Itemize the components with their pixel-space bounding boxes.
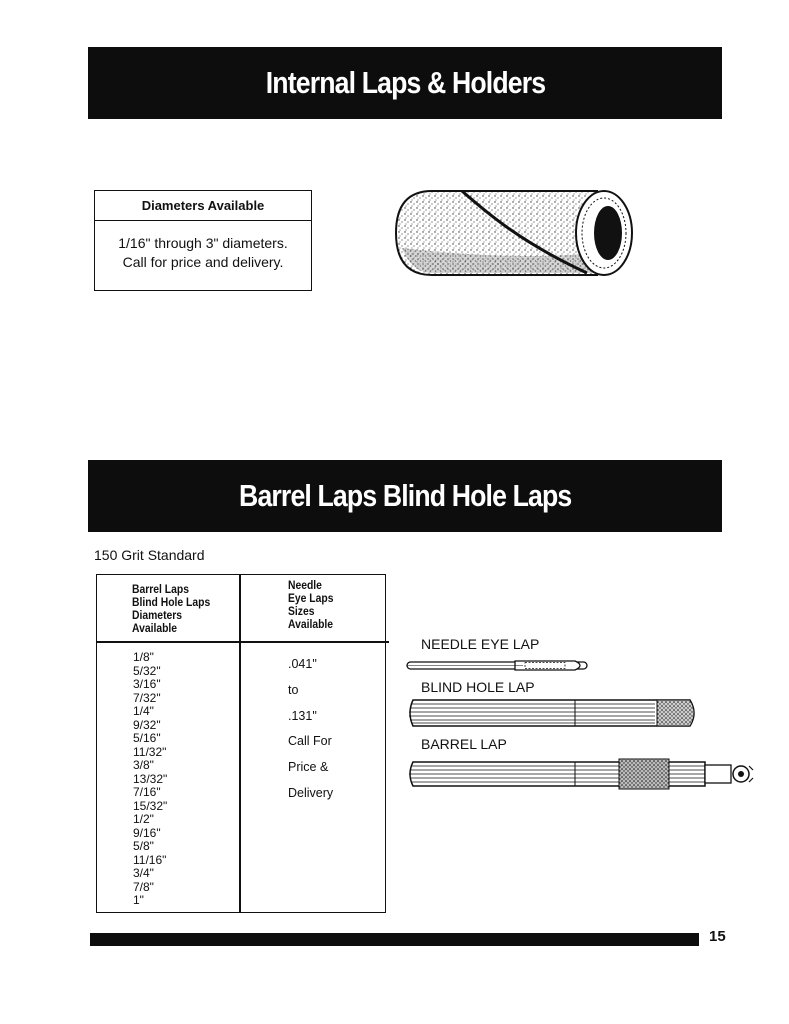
grit-note: 150 Grit Standard	[94, 547, 205, 563]
table-header-barrel-blind	[132, 584, 210, 636]
table-cell: Price &	[288, 760, 329, 775]
header-line: Needle	[288, 580, 322, 592]
header-line: Available	[288, 619, 334, 631]
table-cell: 13/32"	[133, 771, 168, 786]
section-banner-barrel-laps	[88, 460, 722, 532]
table-cell: 3/4"	[133, 866, 154, 880]
table-divider-horizontal	[97, 641, 389, 643]
footer-rule	[90, 933, 699, 946]
diameters-line: 1/16" through 3" diameters.	[118, 235, 288, 251]
section-banner-internal-laps	[88, 47, 722, 119]
table-cell: 11/16"	[133, 852, 167, 867]
header-line: Available	[132, 623, 178, 635]
section-title: Internal Laps & Holders	[265, 65, 545, 100]
diameter-list	[133, 651, 167, 908]
needle-eye-lap-illustration	[405, 658, 595, 674]
internal-lap-illustration	[392, 183, 642, 283]
header-line: Blind Hole Laps	[132, 597, 211, 609]
diameters-available-box	[94, 190, 312, 291]
table-cell: 5/16"	[133, 731, 161, 745]
table-cell: 15/32"	[133, 798, 168, 813]
table-cell: 9/32"	[133, 717, 161, 732]
table-cell: 1/2"	[133, 812, 154, 826]
diameters-text	[95, 221, 311, 272]
table-cell: 7/16"	[133, 785, 161, 799]
table-cell: .131"	[288, 708, 317, 723]
section-title: Barrel Laps Blind Hole Laps	[238, 478, 572, 513]
table-cell: Delivery	[288, 785, 334, 800]
barrel-lap-label: BARREL LAP	[421, 736, 507, 752]
header-line: Eye Laps	[288, 593, 334, 605]
needle-size-list	[288, 657, 333, 812]
table-cell: 1/8"	[133, 650, 154, 664]
table-cell: 7/32"	[133, 690, 161, 705]
table-cell: 11/32"	[133, 744, 167, 759]
diameters-heading: Diameters Available	[95, 191, 311, 221]
table-cell: 1"	[133, 893, 144, 907]
header-line: Sizes	[288, 606, 315, 618]
header-line: Diameters	[132, 610, 183, 622]
needle-eye-lap-label: NEEDLE EYE LAP	[421, 636, 540, 652]
table-cell: Call For	[288, 734, 332, 749]
barrel-lap-illustration	[405, 756, 757, 792]
cylinder-bore	[594, 206, 622, 260]
table-header-needle-eye	[288, 580, 333, 632]
table-cell: 3/8"	[133, 758, 154, 772]
table-cell: 5/8"	[133, 839, 154, 853]
sizes-table	[96, 574, 386, 913]
table-cell: .041"	[288, 657, 317, 671]
table-cell: 5/32"	[133, 663, 161, 678]
page-number: 15	[709, 928, 726, 945]
table-cell: 3/16"	[133, 677, 161, 691]
table-cell: 7/8"	[133, 879, 154, 894]
blind-hole-lap-illustration	[405, 697, 700, 729]
diameters-line: Call for price and delivery.	[122, 254, 284, 270]
blind-hole-lap-label: BLIND HOLE LAP	[421, 679, 535, 695]
table-cell: 1/4"	[133, 704, 154, 718]
header-line: Barrel Laps	[132, 584, 189, 596]
table-cell: 9/16"	[133, 825, 161, 840]
table-cell: to	[288, 682, 299, 697]
table-divider-vertical	[239, 575, 241, 912]
